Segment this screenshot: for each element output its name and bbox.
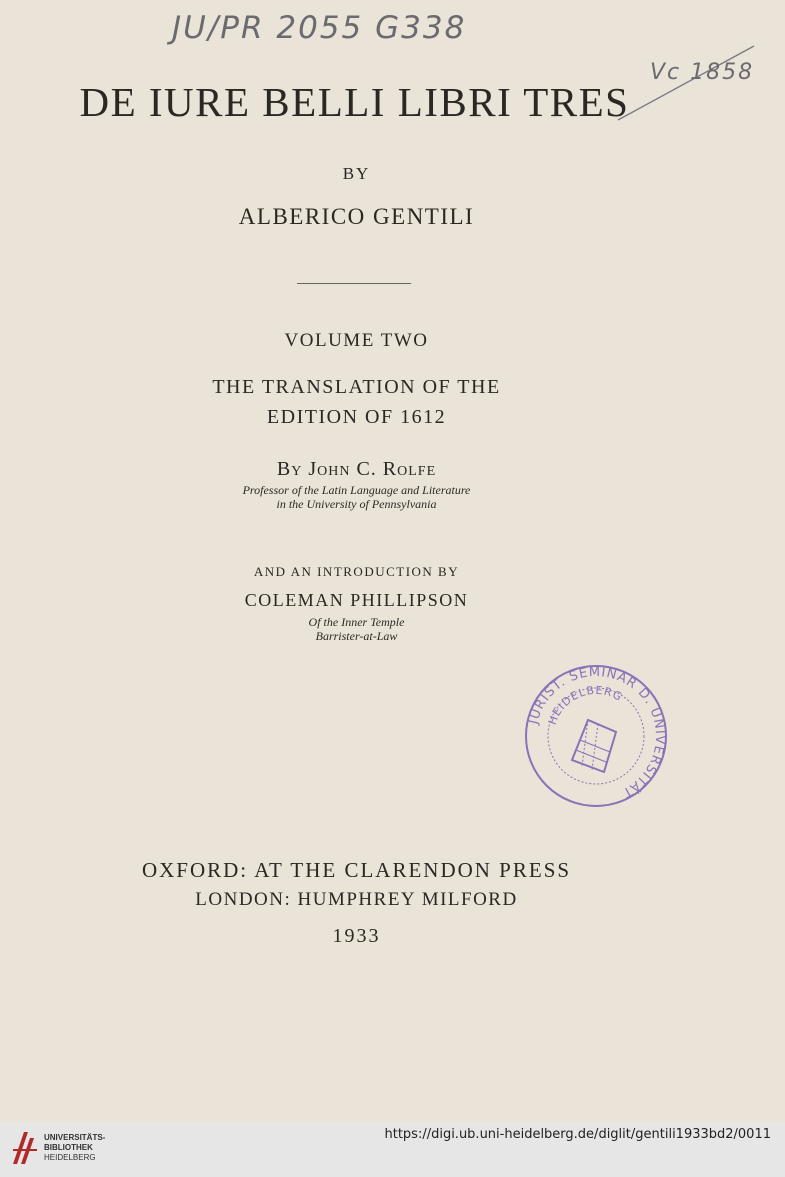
stamp-outer-text: JURIST. SEMINAR D. UNIVERSITÄT	[526, 664, 668, 801]
handwritten-volume-mark: Vc 1858	[650, 60, 755, 85]
library-logo-icon[interactable]	[10, 1128, 40, 1168]
stamp-emblem	[572, 720, 616, 772]
library-logo-text[interactable]	[44, 1133, 105, 1163]
logo-line-2: BIBLIOTHEK	[44, 1143, 93, 1152]
logo-line-1: UNIVERSITÄTS-	[44, 1133, 106, 1142]
translation-line-1: THE TRANSLATION OF THE	[212, 376, 501, 398]
imprint-year: 1933	[332, 925, 381, 947]
handwritten-shelfmark: JU/PR 2055 G338	[172, 10, 467, 46]
imprint-line-2: LONDON: HUMPHREY MILFORD	[195, 889, 518, 910]
translation-line-2: EDITION OF 1612	[266, 406, 447, 428]
introduction-heading: AND AN INTRODUCTION BY	[253, 564, 460, 579]
introduction-role-line-1: Of the Inner Temple	[308, 615, 405, 629]
logo-line-3: HEIDELBERG	[44, 1153, 96, 1162]
translator-by-line: By John C. Rolfe	[276, 458, 437, 480]
imprint-line-1: OXFORD: AT THE CLARENDON PRESS	[141, 858, 572, 882]
volume-label: VOLUME TWO	[284, 330, 429, 351]
translator-role-line-1: Professor of the Latin Language and Literature	[242, 483, 471, 497]
book-title: DE IURE BELLI LIBRI TRES	[79, 79, 630, 125]
author-name: ALBERICO GENTILI	[238, 204, 475, 229]
title-divider	[297, 283, 411, 284]
by-label: BY	[342, 164, 371, 183]
library-stamp	[522, 662, 670, 810]
stamp-inner-text: HEIDELBERG	[545, 683, 625, 727]
source-url-link[interactable]: https://digi.ub.uni-heidelberg.de/diglit/gentili1933bd2/0011	[384, 1127, 771, 1142]
introduction-name: COLEMAN PHILLIPSON	[244, 590, 469, 610]
introduction-role-line-2: Barrister-at-Law	[315, 629, 398, 643]
translator-role-line-2: in the University of Pennsylvania	[276, 497, 437, 511]
